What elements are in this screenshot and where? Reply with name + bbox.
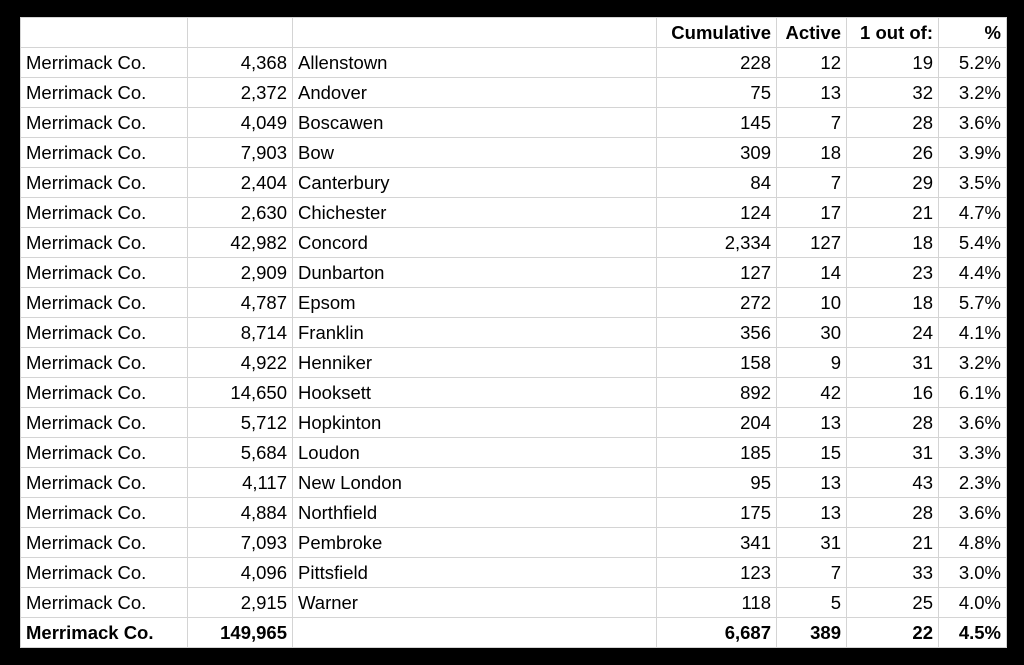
total-cell-cumulative[interactable]: 6,687 xyxy=(657,618,777,648)
table-row xyxy=(21,408,1007,438)
cell-cumulative[interactable]: 892 xyxy=(657,378,777,408)
cell-active[interactable]: 30 xyxy=(777,318,847,348)
cell-percent[interactable]: 3.6% xyxy=(939,108,1007,138)
cell-county[interactable]: Merrimack Co. xyxy=(21,258,188,288)
header-cell-county[interactable] xyxy=(21,18,188,48)
cell-town[interactable]: Warner xyxy=(293,588,657,618)
cell-active[interactable]: 18 xyxy=(777,138,847,168)
cell-cumulative[interactable]: 124 xyxy=(657,198,777,228)
cell-cumulative[interactable]: 185 xyxy=(657,438,777,468)
header-cell-one-out-of[interactable]: 1 out of: xyxy=(847,18,939,48)
cell-population[interactable]: 2,630 xyxy=(188,198,293,228)
cell-one-out-of[interactable]: 29 xyxy=(847,168,939,198)
cell-one-out-of[interactable]: 21 xyxy=(847,198,939,228)
cell-town[interactable]: Henniker xyxy=(293,348,657,378)
cell-percent[interactable]: 6.1% xyxy=(939,378,1007,408)
cell-population[interactable]: 4,922 xyxy=(188,348,293,378)
cell-cumulative[interactable]: 2,334 xyxy=(657,228,777,258)
cell-percent[interactable]: 3.6% xyxy=(939,498,1007,528)
cell-county[interactable]: Merrimack Co. xyxy=(21,408,188,438)
cell-county[interactable]: Merrimack Co. xyxy=(21,468,188,498)
cell-population[interactable]: 7,903 xyxy=(188,138,293,168)
total-cell-one-out-of[interactable]: 22 xyxy=(847,618,939,648)
table-row xyxy=(21,438,1007,468)
cell-town[interactable]: Chichester xyxy=(293,198,657,228)
cell-cumulative[interactable]: 123 xyxy=(657,558,777,588)
cell-town[interactable]: Northfield xyxy=(293,498,657,528)
cell-percent[interactable]: 3.6% xyxy=(939,408,1007,438)
cell-percent[interactable]: 4.0% xyxy=(939,588,1007,618)
cell-one-out-of[interactable]: 32 xyxy=(847,78,939,108)
cell-one-out-of[interactable]: 26 xyxy=(847,138,939,168)
table-row xyxy=(21,138,1007,168)
cell-county[interactable]: Merrimack Co. xyxy=(21,498,188,528)
cell-cumulative[interactable]: 95 xyxy=(657,468,777,498)
cell-population[interactable]: 42,982 xyxy=(188,228,293,258)
cell-cumulative[interactable]: 84 xyxy=(657,168,777,198)
cell-town[interactable]: Pembroke xyxy=(293,528,657,558)
cell-county[interactable]: Merrimack Co. xyxy=(21,438,188,468)
cell-county[interactable]: Merrimack Co. xyxy=(21,108,188,138)
cell-town[interactable]: Epsom xyxy=(293,288,657,318)
cell-active[interactable]: 5 xyxy=(777,588,847,618)
cell-percent[interactable]: 3.2% xyxy=(939,78,1007,108)
cell-active[interactable]: 15 xyxy=(777,438,847,468)
cell-one-out-of[interactable]: 24 xyxy=(847,318,939,348)
cell-county[interactable]: Merrimack Co. xyxy=(21,288,188,318)
cell-percent[interactable]: 3.3% xyxy=(939,438,1007,468)
cell-population[interactable]: 4,096 xyxy=(188,558,293,588)
cell-one-out-of[interactable]: 16 xyxy=(847,378,939,408)
cell-county[interactable]: Merrimack Co. xyxy=(21,528,188,558)
cell-percent[interactable]: 5.2% xyxy=(939,48,1007,78)
cell-county[interactable]: Merrimack Co. xyxy=(21,318,188,348)
cell-percent[interactable]: 4.4% xyxy=(939,258,1007,288)
cell-active[interactable]: 17 xyxy=(777,198,847,228)
cell-population[interactable]: 14,650 xyxy=(188,378,293,408)
cell-one-out-of[interactable]: 28 xyxy=(847,498,939,528)
cell-percent[interactable]: 3.5% xyxy=(939,168,1007,198)
cell-one-out-of[interactable]: 43 xyxy=(847,468,939,498)
cell-one-out-of[interactable]: 28 xyxy=(847,108,939,138)
cell-county[interactable]: Merrimack Co. xyxy=(21,78,188,108)
cell-one-out-of[interactable]: 33 xyxy=(847,558,939,588)
cell-percent[interactable]: 3.9% xyxy=(939,138,1007,168)
cell-active[interactable]: 31 xyxy=(777,528,847,558)
data-table xyxy=(20,17,1007,648)
cell-population[interactable]: 4,884 xyxy=(188,498,293,528)
cell-town[interactable]: Loudon xyxy=(293,438,657,468)
cell-one-out-of[interactable]: 31 xyxy=(847,348,939,378)
cell-active[interactable]: 13 xyxy=(777,498,847,528)
table-row xyxy=(21,168,1007,198)
cell-active[interactable]: 13 xyxy=(777,78,847,108)
total-cell-active[interactable]: 389 xyxy=(777,618,847,648)
total-cell-percent[interactable]: 4.5% xyxy=(939,618,1007,648)
header-cell-cumulative[interactable]: Cumulative xyxy=(657,18,777,48)
cell-county[interactable]: Merrimack Co. xyxy=(21,588,188,618)
cell-percent[interactable]: 3.2% xyxy=(939,348,1007,378)
cell-one-out-of[interactable]: 19 xyxy=(847,48,939,78)
cell-active[interactable]: 7 xyxy=(777,168,847,198)
cell-town[interactable]: Hopkinton xyxy=(293,408,657,438)
cell-cumulative[interactable]: 228 xyxy=(657,48,777,78)
cell-one-out-of[interactable]: 31 xyxy=(847,438,939,468)
cell-town[interactable]: Andover xyxy=(293,78,657,108)
table-row xyxy=(21,528,1007,558)
spreadsheet-grid xyxy=(20,17,1006,648)
cell-population[interactable]: 5,712 xyxy=(188,408,293,438)
cell-town[interactable]: Franklin xyxy=(293,318,657,348)
cell-population[interactable]: 4,049 xyxy=(188,108,293,138)
cell-population[interactable]: 4,787 xyxy=(188,288,293,318)
cell-population[interactable]: 7,093 xyxy=(188,528,293,558)
cell-percent[interactable]: 3.0% xyxy=(939,558,1007,588)
cell-population[interactable]: 2,915 xyxy=(188,588,293,618)
table-row xyxy=(21,198,1007,228)
cell-population[interactable]: 2,909 xyxy=(188,258,293,288)
header-cell-population[interactable] xyxy=(188,18,293,48)
total-cell-county[interactable]: Merrimack Co. xyxy=(21,618,188,648)
cell-cumulative[interactable]: 204 xyxy=(657,408,777,438)
table-row xyxy=(21,108,1007,138)
cell-active[interactable]: 13 xyxy=(777,468,847,498)
cell-town[interactable]: Boscawen xyxy=(293,108,657,138)
cell-town[interactable]: Hooksett xyxy=(293,378,657,408)
table-row xyxy=(21,78,1007,108)
table-row xyxy=(21,588,1007,618)
cell-active[interactable]: 127 xyxy=(777,228,847,258)
cell-population[interactable]: 8,714 xyxy=(188,318,293,348)
cell-cumulative[interactable]: 127 xyxy=(657,258,777,288)
cell-county[interactable]: Merrimack Co. xyxy=(21,378,188,408)
table-row xyxy=(21,258,1007,288)
cell-county[interactable]: Merrimack Co. xyxy=(21,228,188,258)
cell-town[interactable]: Bow xyxy=(293,138,657,168)
cell-one-out-of[interactable]: 18 xyxy=(847,288,939,318)
cell-percent[interactable]: 4.7% xyxy=(939,198,1007,228)
cell-county[interactable]: Merrimack Co. xyxy=(21,198,188,228)
cell-county[interactable]: Merrimack Co. xyxy=(21,558,188,588)
cell-active[interactable]: 10 xyxy=(777,288,847,318)
table-row xyxy=(21,228,1007,258)
cell-population[interactable]: 4,368 xyxy=(188,48,293,78)
cell-active[interactable]: 7 xyxy=(777,558,847,588)
cell-population[interactable]: 4,117 xyxy=(188,468,293,498)
table-row xyxy=(21,48,1007,78)
total-cell-population[interactable]: 149,965 xyxy=(188,618,293,648)
cell-population[interactable]: 2,404 xyxy=(188,168,293,198)
cell-county[interactable]: Merrimack Co. xyxy=(21,48,188,78)
cell-cumulative[interactable]: 175 xyxy=(657,498,777,528)
cell-cumulative[interactable]: 145 xyxy=(657,108,777,138)
cell-percent[interactable]: 5.4% xyxy=(939,228,1007,258)
header-cell-town[interactable] xyxy=(293,18,657,48)
cell-town[interactable]: Canterbury xyxy=(293,168,657,198)
cell-cumulative[interactable]: 118 xyxy=(657,588,777,618)
cell-percent[interactable]: 4.8% xyxy=(939,528,1007,558)
cell-county[interactable]: Merrimack Co. xyxy=(21,138,188,168)
cell-cumulative[interactable]: 272 xyxy=(657,288,777,318)
header-row xyxy=(21,18,1007,48)
cell-one-out-of[interactable]: 23 xyxy=(847,258,939,288)
cell-town[interactable]: Concord xyxy=(293,228,657,258)
cell-town[interactable]: Allenstown xyxy=(293,48,657,78)
total-cell-town[interactable] xyxy=(293,618,657,648)
table-row xyxy=(21,288,1007,318)
table-row xyxy=(21,348,1007,378)
cell-town[interactable]: Dunbarton xyxy=(293,258,657,288)
table-row xyxy=(21,558,1007,588)
cell-town[interactable]: New London xyxy=(293,468,657,498)
header-cell-percent[interactable]: % xyxy=(939,18,1007,48)
cell-one-out-of[interactable]: 18 xyxy=(847,228,939,258)
cell-cumulative[interactable]: 75 xyxy=(657,78,777,108)
cell-town[interactable]: Pittsfield xyxy=(293,558,657,588)
cell-population[interactable]: 5,684 xyxy=(188,438,293,468)
cell-active[interactable]: 9 xyxy=(777,348,847,378)
table-row xyxy=(21,468,1007,498)
cell-one-out-of[interactable]: 21 xyxy=(847,528,939,558)
cell-one-out-of[interactable]: 25 xyxy=(847,588,939,618)
cell-active[interactable]: 12 xyxy=(777,48,847,78)
table-row xyxy=(21,318,1007,348)
cell-cumulative[interactable]: 341 xyxy=(657,528,777,558)
cell-active[interactable]: 7 xyxy=(777,108,847,138)
total-row xyxy=(21,618,1007,648)
cell-percent[interactable]: 2.3% xyxy=(939,468,1007,498)
cell-percent[interactable]: 5.7% xyxy=(939,288,1007,318)
cell-active[interactable]: 13 xyxy=(777,408,847,438)
header-cell-active[interactable]: Active xyxy=(777,18,847,48)
cell-active[interactable]: 14 xyxy=(777,258,847,288)
cell-percent[interactable]: 4.1% xyxy=(939,318,1007,348)
table-row xyxy=(21,378,1007,408)
cell-cumulative[interactable]: 158 xyxy=(657,348,777,378)
cell-cumulative[interactable]: 356 xyxy=(657,318,777,348)
cell-cumulative[interactable]: 309 xyxy=(657,138,777,168)
cell-active[interactable]: 42 xyxy=(777,378,847,408)
cell-population[interactable]: 2,372 xyxy=(188,78,293,108)
table-row xyxy=(21,498,1007,528)
cell-one-out-of[interactable]: 28 xyxy=(847,408,939,438)
cell-county[interactable]: Merrimack Co. xyxy=(21,348,188,378)
cell-county[interactable]: Merrimack Co. xyxy=(21,168,188,198)
